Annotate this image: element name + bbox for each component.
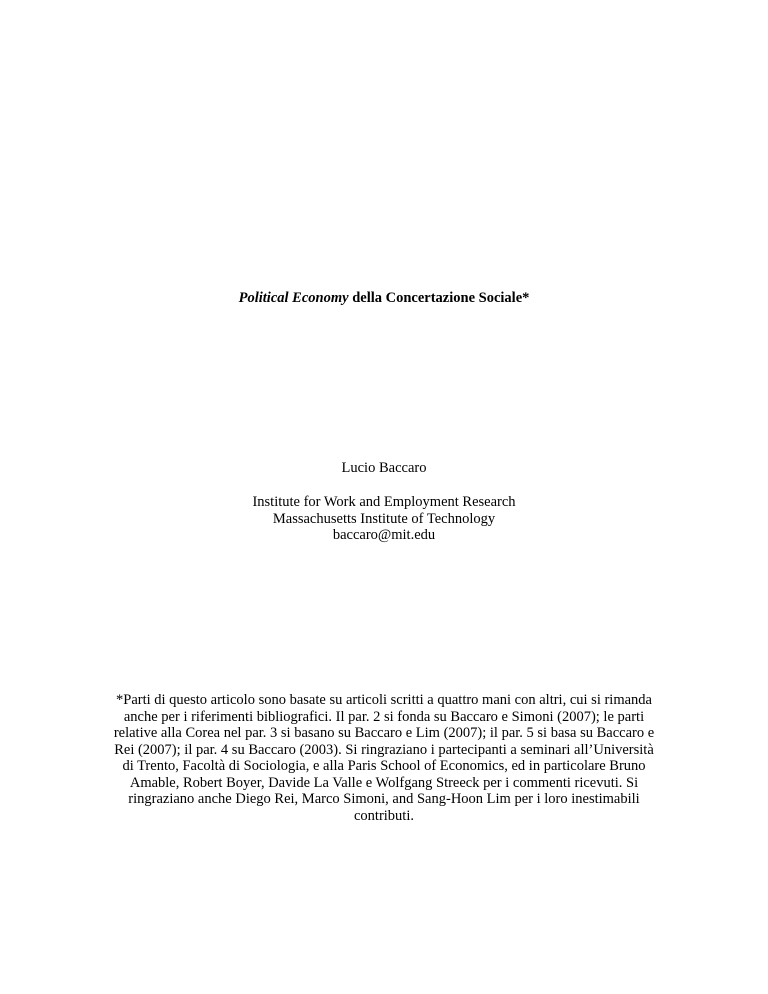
footnote-line: Rei (2007); il par. 4 su Baccaro (2003). Si ringraziano i partecipanti a seminari all’Università xyxy=(114,741,654,758)
footnote-line: anche per i riferimenti bibliografici. Il par. 2 si fonda su Baccaro e Simoni (2007); le parti xyxy=(123,708,645,725)
author-name: Lucio Baccaro xyxy=(341,460,427,476)
footnote-line: Amable, Robert Boyer, Davide La Valle e Wolfgang Streeck per i commenti ricevuti. Si xyxy=(129,774,639,791)
affiliation-institute: Institute for Work and Employment Research xyxy=(252,494,516,510)
title-italic-part: Political Economy xyxy=(238,290,349,306)
acknowledgement-footnote xyxy=(0,692,768,824)
author-email: baccaro@mit.edu xyxy=(332,527,436,543)
document-title xyxy=(0,289,768,307)
footnote-line: relative alla Corea nel par. 3 si basano su Baccaro e Lim (2007); il par. 5 si basa su Baccaro e xyxy=(113,725,655,741)
footnote-line: *Parti di questo articolo sono basate su articoli scritti a quattro mani con altri, cui si rimanda xyxy=(116,692,652,708)
affiliation-university: Massachusetts Institute of Technology xyxy=(272,510,496,527)
footnote-line: contributi. xyxy=(353,807,414,824)
title-rest: della Concertazione Sociale* xyxy=(348,290,530,306)
footnote-line: ringraziano anche Diego Rei, Marco Simoni, and Sang-Hoon Lim per i loro inestimabili xyxy=(128,791,640,807)
footnote-line: di Trento, Facoltà di Sociologia, e alla Paris School of Economics, ed in particolare Bruno xyxy=(122,758,646,774)
affiliation-block xyxy=(0,494,768,544)
